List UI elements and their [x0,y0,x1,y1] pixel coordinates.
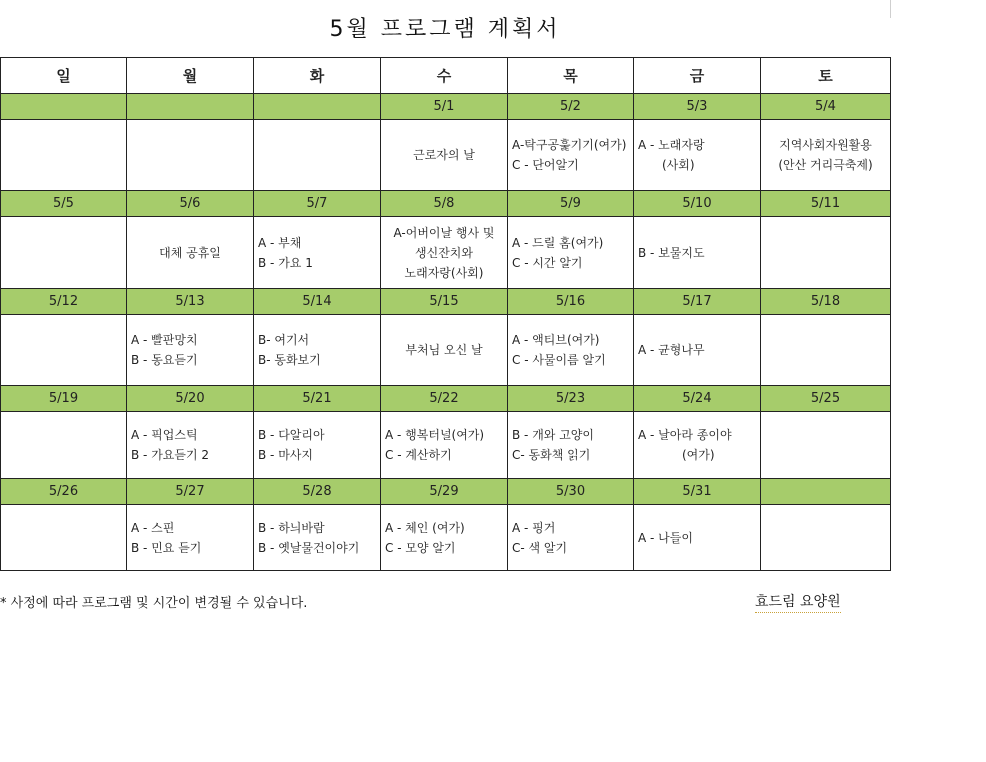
date-cell: 5/7 [254,191,381,217]
date-cell: 5/22 [381,386,508,412]
program-cell [1,120,127,191]
program-row [1,315,891,386]
program-line: A - 스핀 [131,520,175,535]
date-cell [254,94,381,120]
program-line: B - 민요 듣기 [131,540,202,555]
program-cell [127,120,254,191]
program-cell [254,412,381,479]
date-cell: 5/24 [634,386,761,412]
program-line: C- 색 알기 [512,540,568,555]
date-cell: 5/2 [508,94,634,120]
date-cell: 5/26 [1,479,127,505]
date-cell: 5/8 [381,191,508,217]
program-line: 근로자의 날 [413,148,475,162]
program-cell [127,505,254,571]
program-line: 지역사회자원활용 [779,138,872,152]
program-line: B - 동요듣기 [131,353,198,367]
date-cell [127,94,254,120]
program-cell [127,315,254,386]
page-title: 5월 프로그램 계획서 [329,17,561,42]
program-line: A - 나들이 [638,530,693,545]
date-cell: 5/28 [254,479,381,505]
program-cell [381,412,508,479]
program-line: (사회) [662,158,695,172]
program-line: A - 행복터널(여가) [385,428,485,442]
program-cell [634,505,761,571]
program-cell [634,120,761,191]
program-row [1,505,891,571]
schedule-change-notice: * 사정에 따라 프로그램 및 시간이 변경될 수 있습니다. [0,596,308,611]
weekday-sun: 일 [1,58,127,94]
date-cell: 5/31 [634,479,761,505]
program-line: C - 사물이름 알기 [512,353,606,367]
date-cell: 5/17 [634,289,761,315]
program-cell [381,120,508,191]
weekday-mon: 월 [127,58,254,94]
date-row [1,386,891,412]
program-line: B - 보물지도 [638,245,705,260]
date-cell: 5/6 [127,191,254,217]
date-cell: 5/30 [508,479,634,505]
program-row [1,120,891,191]
program-cell [508,315,634,386]
date-cell: 5/18 [761,289,891,315]
program-cell [761,315,891,386]
weekday-wed: 수 [381,58,508,94]
date-cell: 5/10 [634,191,761,217]
date-cell: 5/16 [508,289,634,315]
program-calendar [0,57,891,571]
program-line: C - 계산하기 [385,448,452,462]
program-line: A - 균형나무 [638,343,705,357]
weekday-thu: 목 [508,58,634,94]
program-line: (안산 거리극축제) [778,158,873,172]
date-row [1,289,891,315]
date-row [1,479,891,505]
program-cell [508,217,634,289]
program-line: B - 개와 고양이 [512,428,594,442]
program-line: 노래자랑(사회) [404,265,484,280]
program-cell [508,412,634,479]
program-line: A-탁구공훑기기(여가) [512,138,627,152]
date-cell: 5/23 [508,386,634,412]
program-cell [254,505,381,571]
program-line: A - 드릴 홈(여가) [512,235,604,250]
program-line: 부처님 오신 날 [405,343,483,357]
program-line: A - 빨판망치 [131,333,198,347]
program-line: (여가) [682,448,715,462]
program-cell [1,315,127,386]
program-line: B - 옛날물건이야기 [258,540,360,555]
program-line: A - 날아라 종이야 [638,428,732,442]
program-line: A - 픽업스틱 [131,428,198,442]
program-cell [1,217,127,289]
date-cell: 5/25 [761,386,891,412]
date-cell: 5/11 [761,191,891,217]
program-line: B- 동화보기 [258,353,321,367]
page-edge-marker [890,0,891,18]
program-line: A-어버이날 행사 및 [393,225,495,240]
program-cell [634,315,761,386]
program-line: A - 핑거 [512,520,556,535]
program-line: A - 액티브(여가) [512,333,600,347]
program-cell [1,412,127,479]
program-line: C- 동화책 읽기 [512,448,591,462]
program-cell [508,120,634,191]
organization-name: 효드림 요양원 [755,591,841,613]
program-line: B - 마사지 [258,448,313,462]
date-cell: 5/1 [381,94,508,120]
program-line: B - 하늬바람 [258,520,325,535]
date-cell: 5/12 [1,289,127,315]
date-cell: 5/29 [381,479,508,505]
program-cell [254,315,381,386]
program-cell [761,505,891,571]
program-line: C - 모양 알기 [385,540,456,555]
program-row [1,217,891,289]
date-cell: 5/5 [1,191,127,217]
date-cell: 5/4 [761,94,891,120]
weekday-header-row [1,58,891,94]
program-cell [381,505,508,571]
program-line: B - 다알리아 [258,428,325,442]
program-cell [761,120,891,191]
program-line: 생신잔치와 [415,245,473,260]
date-row [1,191,891,217]
date-cell: 5/21 [254,386,381,412]
program-row [1,412,891,479]
weekday-sat: 토 [761,58,891,94]
program-cell [508,505,634,571]
date-cell: 5/15 [381,289,508,315]
date-cell [761,479,891,505]
program-cell [254,217,381,289]
program-cell [381,217,508,289]
weekday-fri: 금 [634,58,761,94]
program-line: C - 시간 알기 [512,255,583,270]
program-line: A - 노래자랑 [638,138,705,152]
date-cell: 5/20 [127,386,254,412]
date-cell: 5/19 [1,386,127,412]
program-cell [634,217,761,289]
weekday-tue: 화 [254,58,381,94]
program-line: C - 단어알기 [512,158,579,172]
date-row [1,94,891,120]
program-line: B - 가요 1 [258,255,313,270]
program-cell [381,315,508,386]
program-cell [127,412,254,479]
date-cell: 5/13 [127,289,254,315]
program-cell [127,217,254,289]
date-cell: 5/3 [634,94,761,120]
program-cell [254,120,381,191]
date-cell: 5/14 [254,289,381,315]
date-cell: 5/27 [127,479,254,505]
program-line: 대체 공휴일 [159,245,221,260]
program-cell [761,412,891,479]
date-cell [1,94,127,120]
program-line: A - 부채 [258,235,302,250]
program-cell [634,412,761,479]
program-line: B - 가요듣기 2 [131,448,210,462]
program-line: A - 체인 (여가) [385,520,465,535]
program-cell [761,217,891,289]
program-line: B- 여기서 [258,333,310,347]
date-cell: 5/9 [508,191,634,217]
program-cell [1,505,127,571]
